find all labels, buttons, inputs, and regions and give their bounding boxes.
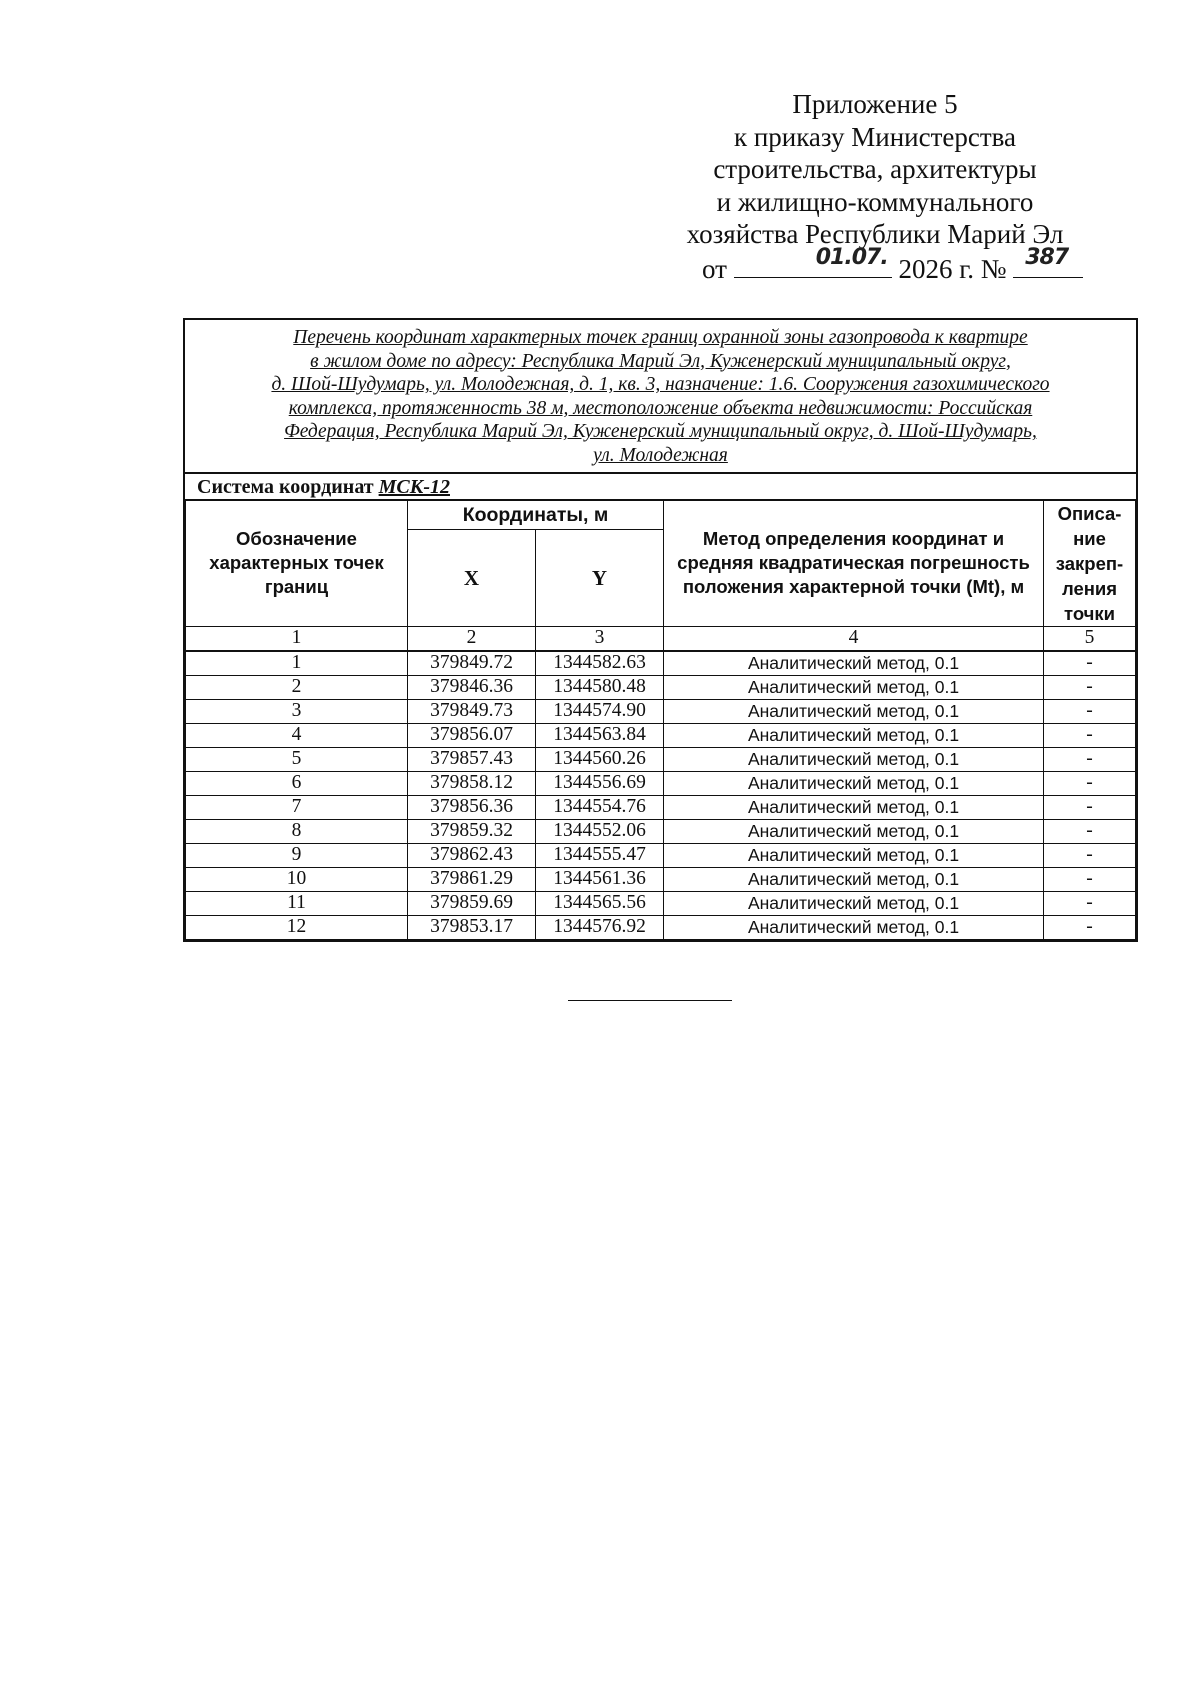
x-cell: 379862.43 <box>408 843 536 867</box>
title-line: ул. Молодежная <box>593 444 728 466</box>
method-cell: Аналитический метод, 0.1 <box>664 891 1044 915</box>
title-line: Федерация, Республика Марий Эл, Куженерский муниципальный округ, д. Шой-Шудумарь, <box>284 421 1037 443</box>
method-cell: Аналитический метод, 0.1 <box>664 651 1044 676</box>
table-row <box>186 651 1136 676</box>
y-cell: 1344563.84 <box>536 723 664 747</box>
description-header <box>1044 500 1136 626</box>
point-cell: 6 <box>186 771 408 795</box>
method-cell: Аналитический метод, 0.1 <box>664 771 1044 795</box>
method-cell: Аналитический метод, 0.1 <box>664 675 1044 699</box>
header-line: хозяйства Республики Марий Эл <box>686 219 1064 249</box>
desc-cell: - <box>1044 747 1136 771</box>
point-cell: 8 <box>186 819 408 843</box>
x-cell: 379849.73 <box>408 699 536 723</box>
desc-cell: - <box>1044 675 1136 699</box>
title-line: в жилом доме по адресу: Республика Марий Эл, Куженерский муниципальный округ, <box>310 350 1011 372</box>
table-row <box>186 771 1136 795</box>
y-cell: 1344556.69 <box>536 771 664 795</box>
handwritten-date: 01.07. <box>815 245 888 270</box>
description-header-line: ние <box>1073 527 1106 549</box>
desc-cell: - <box>1044 651 1136 676</box>
y-cell: 1344580.48 <box>536 675 664 699</box>
table-row <box>186 915 1136 939</box>
x-cell: 379856.36 <box>408 795 536 819</box>
desc-cell: - <box>1044 699 1136 723</box>
system-value: МСК-12 <box>378 475 450 498</box>
point-cell: 4 <box>186 723 408 747</box>
point-cell: 2 <box>186 675 408 699</box>
x-cell: 379849.72 <box>408 651 536 676</box>
point-cell: 9 <box>186 843 408 867</box>
from-prefix: от <box>702 253 727 284</box>
header-line: строительства, архитектуры <box>713 154 1037 184</box>
coordinate-system-row <box>185 474 1136 500</box>
header-line: и жилищно-коммунального <box>716 186 1034 217</box>
table-row <box>186 675 1136 699</box>
method-cell: Аналитический метод, 0.1 <box>664 843 1044 867</box>
table-row <box>186 867 1136 891</box>
header-line: Приложение 5 <box>792 89 958 119</box>
title-line: д. Шой-Шудумарь, ул. Молодежная, д. 1, кв. 3, назначение: 1.6. Сооружения газохимического <box>271 374 1050 396</box>
y-header: Y <box>536 530 664 627</box>
order-date-line <box>640 245 1110 286</box>
number-blank <box>1013 245 1083 278</box>
method-cell: Аналитический метод, 0.1 <box>664 795 1044 819</box>
point-cell: 10 <box>186 867 408 891</box>
handwritten-number: 387 <box>1025 245 1069 270</box>
description-header-line: закреп- <box>1055 552 1124 574</box>
description-header-line: ления <box>1061 577 1118 599</box>
method-cell: Аналитический метод, 0.1 <box>664 867 1044 891</box>
table-row <box>186 723 1136 747</box>
method-cell: Аналитический метод, 0.1 <box>664 699 1044 723</box>
table-row <box>186 747 1136 771</box>
desc-cell: - <box>1044 843 1136 867</box>
header-line: к приказу Министерства <box>733 121 1017 152</box>
y-cell: 1344582.63 <box>536 651 664 676</box>
x-cell: 379857.43 <box>408 747 536 771</box>
column-number: 5 <box>1044 626 1136 651</box>
point-cell: 5 <box>186 747 408 771</box>
desc-cell: - <box>1044 771 1136 795</box>
point-cell: 12 <box>186 915 408 939</box>
x-cell: 379861.29 <box>408 867 536 891</box>
y-cell: 1344576.92 <box>536 915 664 939</box>
coordinates-table <box>185 500 1136 940</box>
y-cell: 1344555.47 <box>536 843 664 867</box>
desc-cell: - <box>1044 915 1136 939</box>
year-text: 2026 г. № <box>898 253 1007 284</box>
column-number: 4 <box>664 626 1044 651</box>
y-cell: 1344561.36 <box>536 867 664 891</box>
x-cell: 379858.12 <box>408 771 536 795</box>
title-line: комплекса, протяженность 38 м, местоположение объекта недвижимости: Российская <box>288 397 1033 419</box>
x-header: X <box>408 530 536 627</box>
date-blank <box>734 245 892 278</box>
column-numbers-row <box>186 626 1136 651</box>
method-cell: Аналитический метод, 0.1 <box>664 747 1044 771</box>
point-designation-header: Обозначение характерных точек границ <box>186 500 408 626</box>
method-cell: Аналитический метод, 0.1 <box>664 819 1044 843</box>
column-number: 3 <box>536 626 664 651</box>
x-cell: 379853.17 <box>408 915 536 939</box>
method-header: Метод определения координат и средняя квадратическая погрешность положения характерной точки (Mt), м <box>664 500 1044 626</box>
column-number: 2 <box>408 626 536 651</box>
point-cell: 7 <box>186 795 408 819</box>
table-row <box>186 891 1136 915</box>
description-header-line: Описа- <box>1057 502 1122 524</box>
coordinates-header: Координаты, м <box>408 500 664 530</box>
x-cell: 379856.07 <box>408 723 536 747</box>
x-cell: 379859.69 <box>408 891 536 915</box>
point-cell: 3 <box>186 699 408 723</box>
x-cell: 379859.32 <box>408 819 536 843</box>
desc-cell: - <box>1044 819 1136 843</box>
desc-cell: - <box>1044 795 1136 819</box>
y-cell: 1344554.76 <box>536 795 664 819</box>
title-line: Перечень координат характерных точек границ охранной зоны газопровода к квартире <box>293 327 1028 348</box>
table-row <box>186 819 1136 843</box>
desc-cell: - <box>1044 723 1136 747</box>
method-cell: Аналитический метод, 0.1 <box>664 915 1044 939</box>
method-cell: Аналитический метод, 0.1 <box>664 723 1044 747</box>
table-row <box>186 795 1136 819</box>
desc-cell: - <box>1044 867 1136 891</box>
table-row <box>186 699 1136 723</box>
end-divider <box>568 1000 732 1001</box>
appendix-header <box>640 88 1110 285</box>
desc-cell: - <box>1044 891 1136 915</box>
table-title <box>185 320 1136 474</box>
column-number: 1 <box>186 626 408 651</box>
description-header-line: точки <box>1064 602 1116 624</box>
point-cell: 1 <box>186 651 408 676</box>
y-cell: 1344574.90 <box>536 699 664 723</box>
point-cell: 11 <box>186 891 408 915</box>
x-cell: 379846.36 <box>408 675 536 699</box>
table-row <box>186 843 1136 867</box>
y-cell: 1344560.26 <box>536 747 664 771</box>
y-cell: 1344552.06 <box>536 819 664 843</box>
coordinates-table-frame <box>183 318 1138 942</box>
system-label: Система координат <box>197 475 374 498</box>
y-cell: 1344565.56 <box>536 891 664 915</box>
